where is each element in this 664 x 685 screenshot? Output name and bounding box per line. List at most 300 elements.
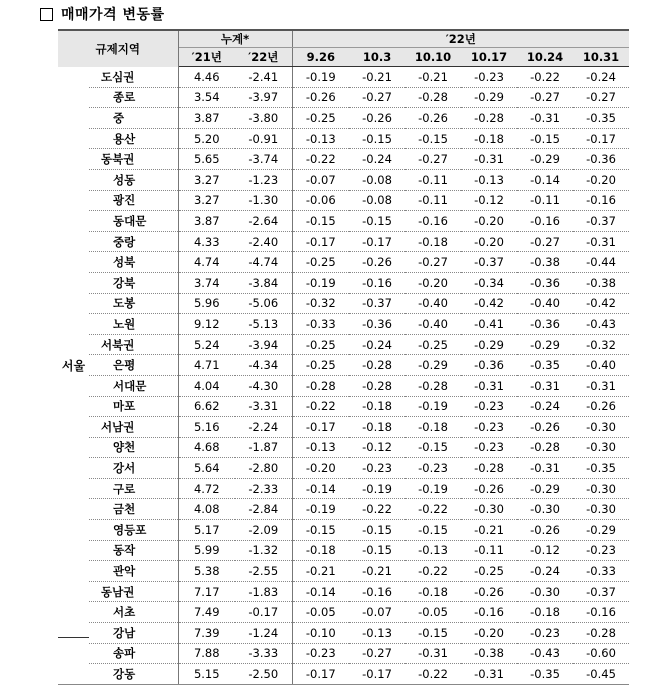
- table-row: [58, 520, 629, 541]
- value-cell: -0.37: [573, 211, 629, 232]
- table-row: [58, 87, 629, 108]
- value-cell: -0.18: [517, 602, 573, 623]
- table-row: [58, 643, 629, 664]
- value-cell: -0.91: [235, 128, 292, 149]
- value-cell: -0.26: [573, 396, 629, 417]
- value-cell: -0.23: [461, 396, 517, 417]
- value-cell: -0.21: [349, 561, 405, 582]
- value-cell: -0.60: [573, 643, 629, 664]
- table-row: [58, 355, 629, 376]
- value-cell: -3.31: [235, 396, 292, 417]
- value-cell: -0.16: [573, 602, 629, 623]
- value-cell: -0.15: [349, 520, 405, 541]
- value-cell: 7.49: [178, 602, 235, 623]
- value-cell: -0.18: [405, 581, 461, 602]
- region-name: 중랑: [89, 231, 178, 252]
- value-cell: -0.28: [405, 87, 461, 108]
- value-cell: 3.74: [178, 272, 235, 293]
- region-name: 강남: [89, 623, 178, 644]
- year-group-header: ′22년: [292, 30, 629, 48]
- value-cell: -0.24: [349, 334, 405, 355]
- value-cell: -0.40: [405, 293, 461, 314]
- value-cell: -0.20: [292, 458, 349, 479]
- value-cell: -0.30: [573, 417, 629, 438]
- value-cell: -3.84: [235, 272, 292, 293]
- value-cell: -3.33: [235, 643, 292, 664]
- value-cell: -0.20: [461, 211, 517, 232]
- city-label-blank: [58, 664, 89, 685]
- value-cell: -0.18: [349, 396, 405, 417]
- city-group-divider: [58, 637, 89, 638]
- value-cell: -0.23: [517, 623, 573, 644]
- table-row: [58, 190, 629, 211]
- value-cell: -0.30: [573, 499, 629, 520]
- value-cell: -0.18: [405, 231, 461, 252]
- value-cell: -3.97: [235, 87, 292, 108]
- value-cell: -0.29: [461, 334, 517, 355]
- value-cell: -0.23: [349, 458, 405, 479]
- value-cell: -0.29: [405, 355, 461, 376]
- value-cell: -0.36: [573, 149, 629, 170]
- value-cell: -0.31: [517, 375, 573, 396]
- value-cell: -0.22: [292, 396, 349, 417]
- value-cell: -0.13: [292, 437, 349, 458]
- value-cell: 5.64: [178, 458, 235, 479]
- region-name: 서남권: [89, 417, 178, 438]
- value-cell: -0.22: [292, 149, 349, 170]
- value-cell: -1.30: [235, 190, 292, 211]
- value-cell: -0.22: [405, 561, 461, 582]
- table-row: [58, 169, 629, 190]
- value-cell: -0.20: [461, 623, 517, 644]
- value-cell: -0.16: [349, 581, 405, 602]
- value-cell: -0.12: [461, 190, 517, 211]
- value-cell: -0.13: [405, 540, 461, 561]
- region-name: 양천: [89, 437, 178, 458]
- value-cell: 5.96: [178, 293, 235, 314]
- value-cell: 3.54: [178, 87, 235, 108]
- checkbox-square-icon: [40, 8, 53, 21]
- value-cell: -0.19: [292, 67, 349, 88]
- value-cell: -0.29: [461, 87, 517, 108]
- value-cell: -0.06: [292, 190, 349, 211]
- value-cell: -0.16: [517, 211, 573, 232]
- value-cell: 4.71: [178, 355, 235, 376]
- value-cell: -0.17: [349, 231, 405, 252]
- value-cell: -0.24: [517, 396, 573, 417]
- value-cell: -0.42: [461, 293, 517, 314]
- value-cell: -0.40: [405, 314, 461, 335]
- value-cell: -0.15: [349, 211, 405, 232]
- value-cell: -0.27: [349, 643, 405, 664]
- section-title-text: 매매가격 변동률: [61, 7, 165, 23]
- value-cell: -2.09: [235, 520, 292, 541]
- value-cell: 7.17: [178, 581, 235, 602]
- value-cell: 5.24: [178, 334, 235, 355]
- table-row: [58, 499, 629, 520]
- value-cell: -2.84: [235, 499, 292, 520]
- value-cell: -0.38: [517, 252, 573, 273]
- value-cell: -0.29: [517, 478, 573, 499]
- value-cell: 3.87: [178, 108, 235, 129]
- value-cell: -0.25: [292, 108, 349, 129]
- region-name: 노원: [89, 314, 178, 335]
- value-cell: -0.08: [349, 190, 405, 211]
- value-cell: -0.20: [461, 231, 517, 252]
- region-name: 서북권: [89, 334, 178, 355]
- value-cell: -0.25: [292, 252, 349, 273]
- region-name: 동대문: [89, 211, 178, 232]
- value-cell: -0.28: [349, 355, 405, 376]
- column-header: 10.24: [517, 48, 573, 67]
- value-cell: -0.29: [573, 520, 629, 541]
- value-cell: -0.23: [292, 643, 349, 664]
- value-cell: -2.33: [235, 478, 292, 499]
- value-cell: 5.15: [178, 664, 235, 685]
- table-row: [58, 623, 629, 644]
- value-cell: -0.23: [405, 458, 461, 479]
- value-cell: -0.11: [517, 190, 573, 211]
- value-cell: -0.30: [517, 499, 573, 520]
- column-header: 10.31: [573, 48, 629, 67]
- value-cell: 4.68: [178, 437, 235, 458]
- value-cell: -0.27: [349, 87, 405, 108]
- region-name: 성북: [89, 252, 178, 273]
- value-cell: 5.99: [178, 540, 235, 561]
- value-cell: 3.27: [178, 169, 235, 190]
- value-cell: -0.16: [461, 602, 517, 623]
- value-cell: -0.26: [517, 520, 573, 541]
- column-header: 10.17: [461, 48, 517, 67]
- value-cell: -0.29: [517, 334, 573, 355]
- value-cell: -2.80: [235, 458, 292, 479]
- value-cell: 5.17: [178, 520, 235, 541]
- value-cell: -0.30: [461, 499, 517, 520]
- value-cell: -0.29: [517, 149, 573, 170]
- value-cell: -0.08: [349, 169, 405, 190]
- table-row: [58, 417, 629, 438]
- value-cell: -2.40: [235, 231, 292, 252]
- value-cell: -0.17: [292, 231, 349, 252]
- value-cell: -0.11: [461, 540, 517, 561]
- value-cell: -0.11: [405, 190, 461, 211]
- value-cell: -0.12: [349, 437, 405, 458]
- column-header: 10.3: [349, 48, 405, 67]
- table-row: [58, 581, 629, 602]
- value-cell: -0.36: [349, 314, 405, 335]
- value-cell: -0.40: [517, 293, 573, 314]
- value-cell: -0.35: [517, 664, 573, 685]
- region-name: 동남권: [89, 581, 178, 602]
- value-cell: -0.43: [517, 643, 573, 664]
- region-name: 은평: [89, 355, 178, 376]
- value-cell: -0.26: [461, 581, 517, 602]
- value-cell: -4.34: [235, 355, 292, 376]
- value-cell: -0.18: [405, 417, 461, 438]
- table-row: [58, 314, 629, 335]
- value-cell: -4.30: [235, 375, 292, 396]
- value-cell: 5.65: [178, 149, 235, 170]
- value-cell: -0.19: [349, 478, 405, 499]
- value-cell: -0.23: [461, 437, 517, 458]
- value-cell: -0.32: [292, 293, 349, 314]
- city-label: 서울: [61, 358, 86, 373]
- value-cell: 4.46: [178, 67, 235, 88]
- value-cell: -0.25: [461, 561, 517, 582]
- table-row: [58, 602, 629, 623]
- value-cell: -0.28: [461, 458, 517, 479]
- value-cell: -1.24: [235, 623, 292, 644]
- value-cell: -0.22: [405, 664, 461, 685]
- value-cell: -0.13: [349, 623, 405, 644]
- value-cell: -0.23: [461, 417, 517, 438]
- value-cell: -0.16: [405, 211, 461, 232]
- value-cell: -0.19: [292, 272, 349, 293]
- table-row: [58, 108, 629, 129]
- value-cell: -0.15: [405, 437, 461, 458]
- value-cell: -3.94: [235, 334, 292, 355]
- value-cell: -0.28: [292, 375, 349, 396]
- value-cell: 5.38: [178, 561, 235, 582]
- value-cell: -0.26: [292, 87, 349, 108]
- value-cell: -0.44: [573, 252, 629, 273]
- value-cell: -0.19: [405, 396, 461, 417]
- table-row: [58, 149, 629, 170]
- value-cell: -0.28: [461, 108, 517, 129]
- value-cell: -0.15: [405, 128, 461, 149]
- value-cell: -0.25: [405, 334, 461, 355]
- value-cell: -0.14: [517, 169, 573, 190]
- table-row: [58, 272, 629, 293]
- table-row: [58, 396, 629, 417]
- value-cell: -0.27: [517, 231, 573, 252]
- value-cell: -0.26: [349, 252, 405, 273]
- region-name: 중: [89, 108, 178, 129]
- value-cell: -0.05: [292, 602, 349, 623]
- value-cell: -0.16: [349, 272, 405, 293]
- value-cell: -0.15: [405, 520, 461, 541]
- table-row: [58, 437, 629, 458]
- region-name: 구로: [89, 478, 178, 499]
- value-cell: -0.31: [517, 108, 573, 129]
- value-cell: -2.41: [235, 67, 292, 88]
- value-cell: 9.12: [178, 314, 235, 335]
- column-header: 9.26: [292, 48, 349, 67]
- value-cell: -0.43: [573, 314, 629, 335]
- value-cell: -0.18: [461, 128, 517, 149]
- value-cell: -0.28: [573, 623, 629, 644]
- region-name: 마포: [89, 396, 178, 417]
- value-cell: -0.21: [461, 520, 517, 541]
- value-cell: -0.07: [292, 169, 349, 190]
- value-cell: -0.19: [292, 499, 349, 520]
- value-cell: -0.28: [517, 437, 573, 458]
- value-cell: -0.30: [517, 581, 573, 602]
- value-cell: 3.87: [178, 211, 235, 232]
- value-cell: -0.30: [573, 478, 629, 499]
- value-cell: -0.14: [292, 581, 349, 602]
- value-cell: -0.42: [573, 293, 629, 314]
- column-header: 10.10: [405, 48, 461, 67]
- region-name: 도봉: [89, 293, 178, 314]
- value-cell: -0.18: [292, 540, 349, 561]
- region-name: 금천: [89, 499, 178, 520]
- table-row: [58, 67, 629, 88]
- value-cell: -0.16: [573, 190, 629, 211]
- value-cell: -0.05: [405, 602, 461, 623]
- value-cell: -0.23: [573, 540, 629, 561]
- value-cell: -0.37: [349, 293, 405, 314]
- region-name: 동북권: [89, 149, 178, 170]
- region-name: 강동: [89, 664, 178, 685]
- region-name: 강서: [89, 458, 178, 479]
- value-cell: -0.32: [573, 334, 629, 355]
- column-header: ′21년: [178, 48, 235, 67]
- value-cell: -0.40: [573, 355, 629, 376]
- value-cell: -0.26: [349, 108, 405, 129]
- value-cell: -0.25: [292, 355, 349, 376]
- table-row: [58, 252, 629, 273]
- value-cell: -0.31: [461, 375, 517, 396]
- value-cell: -0.19: [405, 478, 461, 499]
- region-name: 도심권: [89, 67, 178, 88]
- value-cell: -0.35: [573, 108, 629, 129]
- value-cell: 6.62: [178, 396, 235, 417]
- value-cell: -2.55: [235, 561, 292, 582]
- value-cell: -0.17: [349, 664, 405, 685]
- table-row: [58, 293, 629, 314]
- value-cell: -0.31: [405, 643, 461, 664]
- value-cell: -0.30: [573, 437, 629, 458]
- value-cell: -0.36: [517, 272, 573, 293]
- value-cell: 5.20: [178, 128, 235, 149]
- value-cell: -0.33: [292, 314, 349, 335]
- value-cell: -2.24: [235, 417, 292, 438]
- value-cell: -5.13: [235, 314, 292, 335]
- value-cell: -0.27: [405, 149, 461, 170]
- value-cell: -0.15: [292, 211, 349, 232]
- table-row: [58, 458, 629, 479]
- value-cell: -0.28: [405, 375, 461, 396]
- value-cell: -0.24: [573, 67, 629, 88]
- value-cell: -3.80: [235, 108, 292, 129]
- value-cell: -0.23: [461, 67, 517, 88]
- value-cell: -0.31: [573, 231, 629, 252]
- value-cell: 4.74: [178, 252, 235, 273]
- table-row: [58, 334, 629, 355]
- value-cell: -0.21: [349, 67, 405, 88]
- table-row: [58, 478, 629, 499]
- value-cell: -0.17: [292, 664, 349, 685]
- value-cell: -0.18: [349, 417, 405, 438]
- value-cell: 4.04: [178, 375, 235, 396]
- value-cell: 4.08: [178, 499, 235, 520]
- region-name: 영등포: [89, 520, 178, 541]
- value-cell: -0.17: [573, 128, 629, 149]
- value-cell: -0.37: [461, 252, 517, 273]
- value-cell: -0.37: [573, 581, 629, 602]
- value-cell: 7.88: [178, 643, 235, 664]
- value-cell: -0.35: [573, 458, 629, 479]
- value-cell: -0.26: [405, 108, 461, 129]
- cumulative-group-header: 누계*: [178, 30, 292, 48]
- region-name: 종로: [89, 87, 178, 108]
- value-cell: -0.15: [292, 520, 349, 541]
- value-cell: -0.31: [517, 458, 573, 479]
- value-cell: -0.15: [349, 128, 405, 149]
- value-cell: -0.17: [292, 417, 349, 438]
- price-change-table: [58, 29, 629, 685]
- value-cell: 4.33: [178, 231, 235, 252]
- region-name: 강북: [89, 272, 178, 293]
- value-cell: -0.21: [405, 67, 461, 88]
- value-cell: -0.38: [461, 643, 517, 664]
- value-cell: -0.22: [405, 499, 461, 520]
- value-cell: -2.64: [235, 211, 292, 232]
- value-cell: -1.32: [235, 540, 292, 561]
- region-name: 광진: [89, 190, 178, 211]
- value-cell: -1.23: [235, 169, 292, 190]
- table-row: [58, 128, 629, 149]
- value-cell: -0.34: [461, 272, 517, 293]
- value-cell: -5.06: [235, 293, 292, 314]
- value-cell: -0.27: [573, 87, 629, 108]
- value-cell: -0.27: [405, 252, 461, 273]
- value-cell: -0.13: [292, 128, 349, 149]
- value-cell: -0.20: [573, 169, 629, 190]
- region-name: 성동: [89, 169, 178, 190]
- value-cell: -0.36: [517, 314, 573, 335]
- value-cell: -0.15: [349, 540, 405, 561]
- value-cell: 7.39: [178, 623, 235, 644]
- region-name: 관악: [89, 561, 178, 582]
- value-cell: -0.24: [349, 149, 405, 170]
- value-cell: -0.28: [349, 375, 405, 396]
- table-row: [58, 375, 629, 396]
- value-cell: -0.31: [461, 664, 517, 685]
- value-cell: -0.45: [573, 664, 629, 685]
- value-cell: 3.27: [178, 190, 235, 211]
- column-header: ′22년: [235, 48, 292, 67]
- region-header: 규제지역: [58, 30, 178, 67]
- value-cell: -0.13: [461, 169, 517, 190]
- value-cell: -0.15: [517, 128, 573, 149]
- value-cell: -0.26: [461, 478, 517, 499]
- value-cell: -0.31: [461, 149, 517, 170]
- value-cell: -0.07: [349, 602, 405, 623]
- section-title: [40, 4, 165, 24]
- value-cell: -2.50: [235, 664, 292, 685]
- region-name: 동작: [89, 540, 178, 561]
- value-cell: -0.15: [405, 623, 461, 644]
- value-cell: 4.72: [178, 478, 235, 499]
- value-cell: -0.10: [292, 623, 349, 644]
- value-cell: -0.41: [461, 314, 517, 335]
- value-cell: -0.35: [517, 355, 573, 376]
- value-cell: -0.27: [517, 87, 573, 108]
- value-cell: -0.12: [517, 540, 573, 561]
- value-cell: -0.22: [517, 67, 573, 88]
- value-cell: -0.38: [573, 272, 629, 293]
- value-cell: -0.36: [461, 355, 517, 376]
- region-name: 서초: [89, 602, 178, 623]
- value-cell: -0.24: [517, 561, 573, 582]
- value-cell: -0.11: [405, 169, 461, 190]
- region-name: 용산: [89, 128, 178, 149]
- region-name: 송파: [89, 643, 178, 664]
- table-row: [58, 211, 629, 232]
- value-cell: -0.33: [573, 561, 629, 582]
